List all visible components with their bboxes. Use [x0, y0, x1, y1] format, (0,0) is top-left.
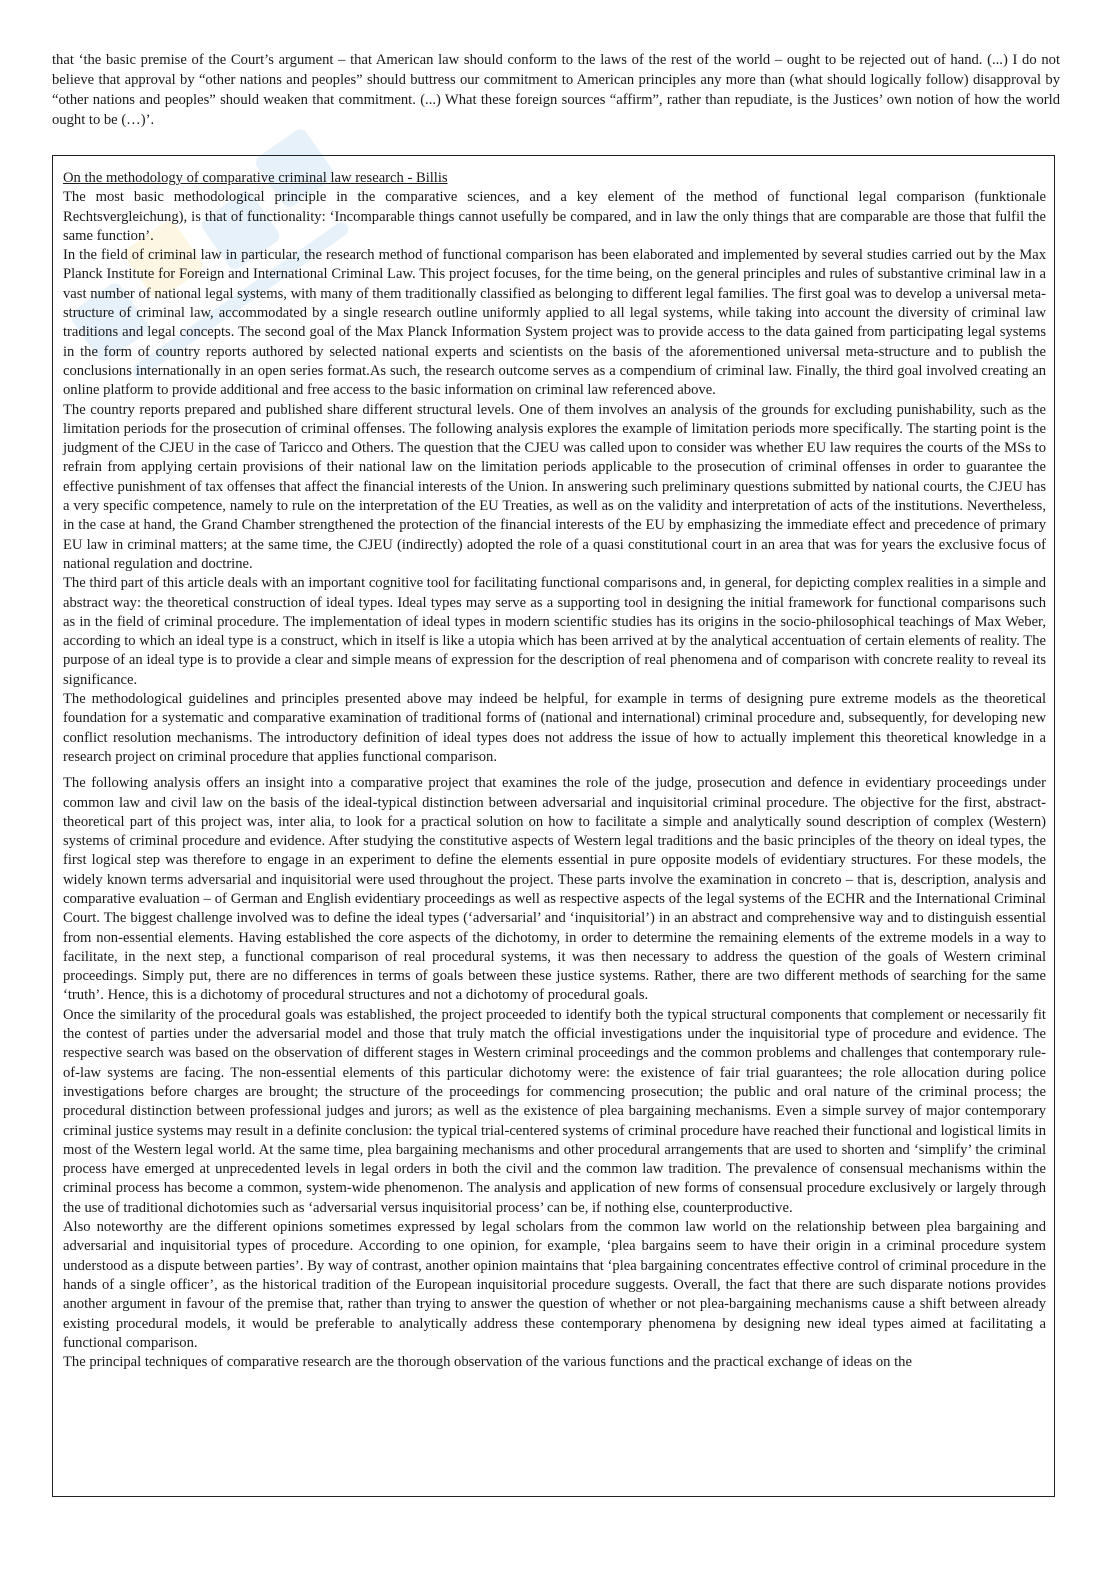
intro-paragraph: that ‘the basic premise of the Court’s argument – that American law should conform to the laws of the rest of the world – ought to be rejected out of hand. (...) I do not believe that approval by “other nations and peoples” should buttress our commitment to American principles any more than (what should logically follow) disapproval by “other nations and peoples” should weaken that commitment. (...) What these foreign sources “affirm”, rather than repudiate, is the Justices’ own notion of how the world ought to be (…)’. — [52, 52, 1060, 128]
excerpt-paragraph: Also noteworthy are the different opinions sometimes expressed by legal scholars from the common law world on the relationship between plea bargaining and adversarial and inquisitorial types of procedure. According to one opinion, for example, ‘plea bargains seem to have their origin in a criminal procedure system understood as a dispute between parties’. By way of contrast, another opinion maintains that ‘plea bargaining concentrates effective control of criminal procedure in the hands of a single officer’, as the historical tradition of the European inquisitorial procedure suggests. Overall, the fact that there are such disparate notions provides another argument in favour of the premise that, rather than trying to answer the question of whether or not plea-bargaining mechanisms cause a shift between already existing procedural models, it would be preferable to analytically address these contemporary phenomena by designing new ideal types aimed at facilitating a functional comparison. — [63, 1219, 1046, 1351]
excerpt-paragraph: The country reports prepared and published share different structural levels. One of them involves an analysis of the grounds for excluding punishability, such as the limitation periods for the prosecution of criminal offenses. The following analysis explores the example of limitation periods more specifically. The starting point is the judgment of the CJEU in the case of Taricco and Others. The question that the CJEU was called upon to consider was whether EU law requires the courts of the MSs to refrain from applying certain provisions of their national law on the limitation periods applicable to the prosecution of criminal offenses in order to guarantee the effective punishment of tax offenses that affect the financial interests of the Union. In answering such preliminary questions submitted by national courts, the CJEU has a very specific competence, namely to rule on the interpretation of the EU Treaties, as well as on the validity and interpretation of acts of the institutions. Nevertheless, in the case at hand, the Grand Chamber strengthened the protection of the financial interests of the EU by emphasizing the immediate effect and precedence of primary EU law in criminal matters; at the same time, the CJEU (indirectly) adopted the role of a quasi constitutional court in an area that was for years the exclusive focus of national regulation and doctrine. — [63, 401, 1046, 572]
excerpt-paragraph: The following analysis offers an insight into a comparative project that examines the role of the judge, prosecution and defence in evidentiary proceedings under common law and civil law on the basis of the ideal-typical distinction between adversarial and inquisitorial criminal procedure. The objective for the first, abstract-theoretical part of this project was, inter alia, to look for a practical solution on how to facilitate a simple and analytically sound description of complex (Western) systems of criminal procedure and evidence. After studying the constitutive aspects of Western legal traditions and the basic principles of the theory on ideal types, the first logical step was therefore to engage in an experiment to define the elements essential in pure opposite models of evidentiary structures. For these models, the widely known terms adversarial and inquisitorial were used throughout the project. These parts involve the examination in concreto – that is, description, analysis and comparative evaluation – of German and English evidentiary proceedings as well as respective aspects of the legal systems of the ECHR and the International Criminal Court. The biggest challenge involved was to define the ideal types (‘adversarial’ and ‘inquisitorial’) in an abstract and comprehensive way and to distinguish essential from non-essential elements. Having established the core aspects of the dichotomy, in order to determine the remaining elements of the extreme models in a way to facilitate, in the next step, a functional comparison of real procedural systems, it was then necessary to address the question of the goals of Western criminal proceedings. Simply put, there are no differences in terms of goals between these justice systems. Rather, there are two different methods of searching for the same ‘truth’. Hence, this is a dichotomy of procedural structures and not a dichotomy of procedural goals. — [63, 775, 1046, 1004]
excerpt-paragraph: The principal techniques of comparative research are the thorough observation of the various functions and the practical exchange of ideas on the — [63, 1354, 912, 1371]
boxed-excerpt — [52, 155, 1055, 1497]
excerpt-title: On the methodology of comparative criminal law research - Billis — [63, 170, 448, 186]
excerpt-paragraph: In the field of criminal law in particular, the research method of functional comparison has been elaborated and implemented by several studies carried out by the Max Planck Institute for Foreign and International Criminal Law. This project focuses, for the time being, on the general principles and rules of substantive criminal law in a vast number of national legal systems, with many of them traditionally classified as belonging to different legal families. The first goal was to develop a universal meta-structure of criminal law, accommodated by a single research outline uniformly applied to all legal systems, while taking into account the diversity of criminal law traditions and legal concepts. The second goal of the Max Planck Information System project was to provide access to the data gained from participating legal systems in the form of country reports authored by selected national experts and scientists on the basis of the aforementioned universal meta-structure and to publish the conclusions internationally in an open series format.As such, the research outcome serves as a compendium of criminal law. Finally, the third goal involved creating an online platform to provide additional and free access to the basic information on criminal law referenced above. — [63, 247, 1046, 399]
excerpt-paragraph: The methodological guidelines and principles presented above may indeed be helpful, for example in terms of designing pure extreme models as the theoretical foundation for a systematic and comparative examination of traditional forms of (national and international) criminal procedure and, subsequently, for developing new conflict resolution mechanisms. The introductory definition of ideal types does not address the issue of how to actually implement this theoretical knowledge in a research project on criminal procedure that applies functional comparison. — [63, 691, 1046, 765]
excerpt-paragraph: The most basic methodological principle in the comparative sciences, and a key element of the method of functional legal comparison (funktionale Rechtsvergleichung), is that of functionality: ‘Incomparable things cannot usefully be compared, and in law the only things that are comparable are those that fulfil the same function’. — [63, 189, 1046, 244]
excerpt-paragraph: The third part of this article deals with an important cognitive tool for facilitating functional comparisons and, in general, for depicting complex realities in a simple and abstract way: the theoretical construction of ideal types. Ideal types may serve as a supporting tool in designing the initial framework for functional comparisons such as in the field of criminal procedure. The implementation of ideal types in modern scientific studies has its origins in the socio-philosophical teachings of Max Weber, according to which an ideal type is a construct, which in itself is like a utopia which has been arrived at by the analytical accentuation of certain elements of reality. The purpose of an ideal type is to provide a clear and simple means of expression for the description of real phenomena and of comparison with concrete reality to reveal its significance. — [63, 575, 1046, 688]
excerpt-paragraph: Once the similarity of the procedural goals was established, the project proceeded to identify both the typical structural components that complement or necessarily fit the contest of parties under the adversarial model and those that truly match the official investigations under the inquisitorial type of procedure and evidence. The respective search was based on the observation of different stages in Western criminal proceedings and the common problems and challenges that contemporary rule-of-law systems are facing. The non-essential elements of this particular dichotomy were: the existence of fair trial guarantees; the role allocation during police investigations before charges are brought; the structure of the proceedings for commencing prosecution; the public and oral nature of the criminal process; the procedural distinction between professional judges and jurors; as well as the existence of plea bargaining mechanisms. Even a simple survey of major contemporary criminal justice systems may result in a definite conclusion: the typical trial-centered systems of criminal procedure have reached their functional and logistical limits in most of the Western legal world. At the same time, plea bargaining mechanisms and other procedural arrangements that are used to shorten and ‘simplify’ the criminal process have emerged at unprecedented levels in legal orders in both the civil and the common law tradition. The prevalence of consensual mechanisms within the criminal process has become a common, system-wide phenomenon. The analysis and application of new forms of consensual procedure exclusively or largely through the use of traditional dichotomies such as ‘adversarial versus inquisitorial process’ can be, if nothing else, counterproductive. — [63, 1006, 1046, 1216]
